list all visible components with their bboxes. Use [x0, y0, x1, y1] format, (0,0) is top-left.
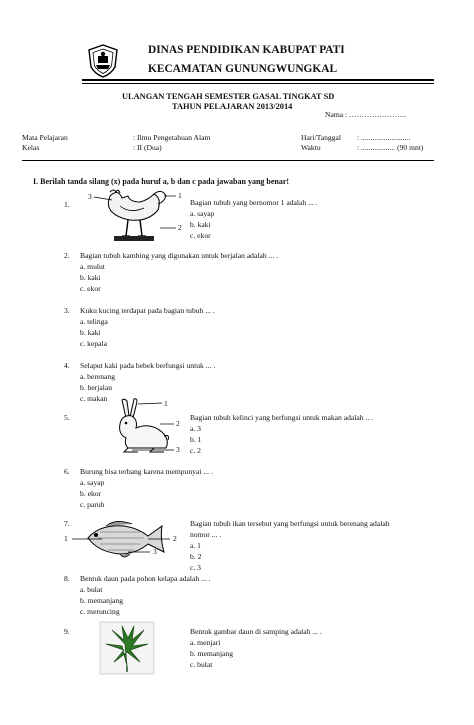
- question-8-option-b[interactable]: b. memanjang: [80, 596, 124, 605]
- question-6-text: Burung bisa terbang karena mempunyai ... .: [80, 467, 213, 476]
- question-9-option-c[interactable]: c. bulat: [190, 660, 213, 669]
- question-7-label-1: 1: [64, 534, 68, 543]
- name-field: Nama : …………………..: [325, 110, 406, 119]
- day-label: Hari/Tanggal: [301, 133, 341, 142]
- question-7-option-b[interactable]: b. 2: [190, 552, 202, 561]
- question-5-pointers: [130, 398, 190, 458]
- question-3-option-b[interactable]: b. kaki: [80, 328, 101, 337]
- question-1-option-a[interactable]: a. sayap: [190, 209, 215, 218]
- question-4-option-b[interactable]: b. berjalan: [80, 383, 113, 392]
- question-7-text-cont: nomor ... .: [190, 530, 222, 539]
- info-rule: [22, 160, 434, 161]
- question-8-option-c[interactable]: c. meruncing: [80, 607, 120, 616]
- question-5-number: 5.: [64, 413, 70, 422]
- subject-label: Mata Pelajaran: [22, 133, 68, 142]
- header-rule-thin: [82, 83, 434, 84]
- exam-year: TAHUN PELAJARAN 2013/2014: [172, 102, 293, 111]
- question-2-option-a[interactable]: a. mulut: [80, 262, 105, 271]
- question-1-label-3: 3: [88, 192, 92, 201]
- question-1-label-1: 1: [178, 191, 182, 200]
- question-1-label-2: 2: [178, 223, 182, 232]
- question-5-label-1: 1: [164, 399, 168, 408]
- time-label: Waktu: [301, 143, 321, 152]
- question-2-number: 2.: [64, 251, 70, 260]
- header-line-1: DINAS PENDIDIKAN KABUPAT PATI: [148, 44, 345, 56]
- question-7-label-3: 3: [153, 547, 157, 556]
- question-9-number: 9.: [64, 627, 70, 636]
- question-8-option-a[interactable]: a. bulat: [80, 585, 103, 594]
- section-title: I. Berilah tanda silang (x) pada huruf a, b dan c pada jawaban yang benar!: [33, 177, 290, 186]
- question-1-text: Bagian tubuh yang bernomor 1 adalah ... .: [190, 198, 318, 207]
- question-7-text: Bagian tubuh ikan tersebut yang berfungsi untuk berenang adalah: [190, 519, 390, 528]
- day-value: : ..........................: [357, 133, 411, 142]
- question-7-number: 7.: [64, 519, 70, 528]
- question-4-option-c[interactable]: c. makan: [80, 394, 108, 403]
- question-9-option-a[interactable]: a. menjari: [190, 638, 221, 647]
- question-7-option-a[interactable]: a. 1: [190, 541, 201, 550]
- question-8-number: 8.: [64, 574, 70, 583]
- question-8-text: Bentuk daun pada pohon kelapa adalah ... .: [80, 574, 211, 583]
- question-5-option-c[interactable]: c. 2: [190, 446, 201, 455]
- question-9-option-b[interactable]: b. memanjang: [190, 649, 234, 658]
- question-7-option-c[interactable]: c. 3: [190, 563, 201, 572]
- leaf-illustration: [100, 622, 154, 674]
- question-1-option-c[interactable]: c. ekor: [190, 231, 211, 240]
- header-rule-thick: [82, 79, 434, 81]
- header-line-2: KECAMATAN GUNUNGWUNGKAL: [148, 63, 338, 75]
- question-5-text: Bagian tubuh kelinci yang berfungsi untuk makan adalah .. .: [190, 413, 374, 422]
- question-1-number: 1.: [64, 200, 70, 209]
- district-logo: [86, 43, 120, 79]
- question-3-option-c[interactable]: c. kepala: [80, 339, 107, 348]
- question-5-label-3: 3: [176, 445, 180, 454]
- question-2-option-c[interactable]: c. ekor: [80, 284, 101, 293]
- question-4-option-a[interactable]: a. berenang: [80, 372, 115, 381]
- question-1-pointers: [80, 190, 200, 240]
- question-1-option-b[interactable]: b. kaki: [190, 220, 211, 229]
- question-4-text: Selaput kaki pada bebek berfungsi untuk ... .: [80, 361, 216, 370]
- question-2-text: Bagian tubuh kambing yang digunakan untuk berjalan adalah ... .: [80, 251, 279, 260]
- question-5-option-b[interactable]: b. 1: [190, 435, 202, 444]
- class-label: Kelas: [22, 143, 40, 152]
- question-3-text: Kuku kucing terdapat pada bagian tubuh ... .: [80, 306, 215, 315]
- time-value: : .................. (90 mnt): [357, 143, 424, 152]
- question-6-number: 6.: [64, 467, 70, 476]
- question-9-text: Bentuk gambar daun di samping adalah ... .: [190, 627, 322, 636]
- question-3-option-a[interactable]: a. telinga: [80, 317, 108, 326]
- class-value: : II (Dua): [133, 143, 162, 152]
- question-6-option-b[interactable]: b. ekor: [80, 489, 102, 498]
- subject-value: : Ilmu Pengetahuan Alam: [133, 133, 211, 142]
- question-2-option-b[interactable]: b. kaki: [80, 273, 101, 282]
- question-3-number: 3.: [64, 306, 70, 315]
- question-7-pointers: [64, 528, 184, 558]
- question-4-number: 4.: [64, 361, 70, 370]
- question-6-option-c[interactable]: c. paruh: [80, 500, 105, 509]
- question-5-label-2: 2: [176, 419, 180, 428]
- question-7-label-2: 2: [173, 534, 177, 543]
- question-5-option-a[interactable]: a. 3: [190, 424, 201, 433]
- question-6-option-a[interactable]: a. sayap: [80, 478, 105, 487]
- exam-title: ULANGAN TENGAH SEMESTER GASAL TINGKAT SD: [122, 92, 335, 101]
